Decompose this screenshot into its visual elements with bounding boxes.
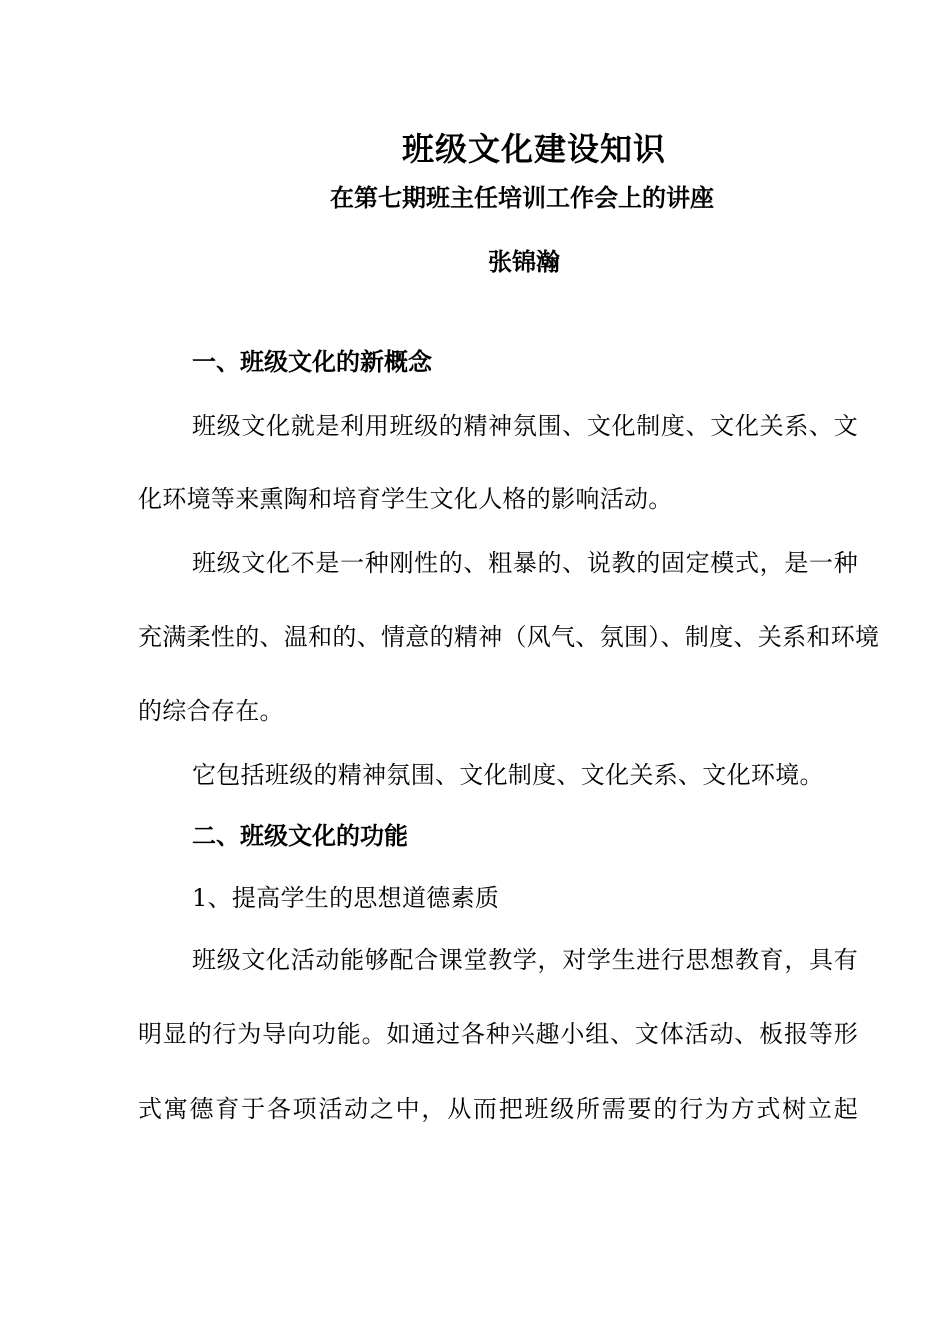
document-author: 张锦瀚 bbox=[488, 247, 560, 276]
paragraph-line: 班级文化就是利用班级的精神氛围、文化制度、文化关系、文 bbox=[192, 412, 858, 440]
document-subtitle: 在第七期班主任培训工作会上的讲座 bbox=[330, 183, 714, 212]
paragraph-line: 班级文化活动能够配合课堂教学，对学生进行思想教育，具有 bbox=[192, 946, 858, 974]
paragraph-line: 明显的行为导向功能。如通过各种兴趣小组、文体活动、板报等形 bbox=[138, 1020, 858, 1048]
paragraph-line: 的综合存在。 bbox=[138, 697, 284, 725]
paragraph-line: 班级文化不是一种刚性的、粗暴的、说教的固定模式，是一种 bbox=[192, 549, 858, 577]
paragraph-line: 它包括班级的精神氛围、文化制度、文化关系、文化环境。 bbox=[192, 761, 824, 789]
section-subheading: 1、提高学生的思想道德素质 bbox=[192, 884, 500, 912]
paragraph-line: 式寓德育于各项活动之中，从而把班级所需要的行为方式树立起 bbox=[138, 1095, 858, 1123]
section-heading-2: 二、班级文化的功能 bbox=[192, 821, 408, 850]
paragraph-line: 化环境等来熏陶和培育学生文化人格的影响活动。 bbox=[138, 485, 673, 513]
section-heading-1: 一、班级文化的新概念 bbox=[192, 347, 432, 376]
document-title: 班级文化建设知识 bbox=[401, 130, 666, 168]
paragraph-line: 充满柔性的、温和的、情意的精神（风气、氛围）、制度、关系和环境 bbox=[138, 623, 880, 651]
